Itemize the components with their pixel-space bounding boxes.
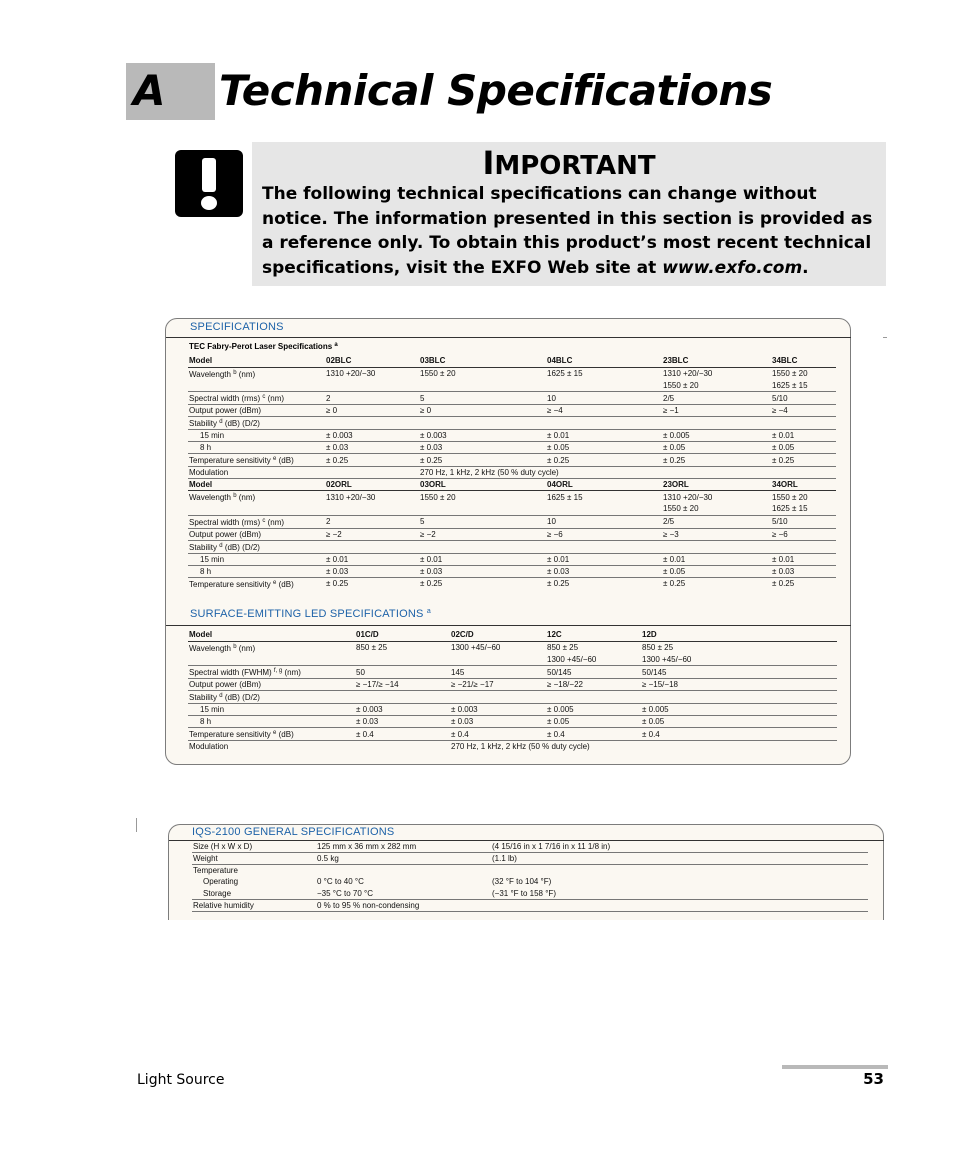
specifications-title: SPECIFICATIONS [190,321,284,333]
led-spec-table [188,629,837,753]
table-row: Temperature sensitivity $^e$ (dB) ± 0.25 ± 0.25 ± 0.25 ± 0.25 ± 0.25 [188,454,836,467]
table-row: Output power (dBm) ≥ −17/≥ −14 ≥ −21/≥ −17 ≥ −18/−22 ≥ −15/−18 [188,679,837,691]
table-row: 8 h ± 0.03 ± 0.03 ± 0.03 ± 0.05 ± 0.03 [188,565,836,577]
section-rule [166,337,851,338]
table-row: Stability $^d$ (dB) (D/2) [188,691,837,704]
table-row: Spectral width (rms) $^c$ (nm) 2 5 10 2/5 5/10 [188,515,836,528]
exclamation-icon [175,150,243,217]
table-row: 8 h ± 0.03 ± 0.03 ± 0.05 ± 0.05 [188,716,837,728]
blc-spec-table [188,355,836,590]
chapter-letter: A [133,66,166,115]
table-row: Output power (dBm) ≥ 0 ≥ 0 ≥ −4 ≥ −1 ≥ −4 [188,405,836,417]
table-row: 1300 +45/−60 1300 +45/−60 [188,654,837,666]
section-rule [166,625,851,626]
table-row: 15 min ± 0.003 ± 0.003 ± 0.005 ± 0.005 [188,704,837,716]
table-row: Weight 0.5 kg (1.1 lb) [192,853,868,865]
table-row: Model 02BLC 03BLC 04BLC 23BLC 34BLC [188,355,836,367]
change-bar [136,818,137,832]
footer-section-name: Light Source [137,1072,225,1088]
table-row: Relative humidity 0 % to 95 % non-condensing [192,899,868,911]
general-specifications-title: IQS-2100 GENERAL SPECIFICATIONS [192,826,395,838]
table-row: Stability $^d$ (dB) (D/2) [188,417,836,430]
table-row: 1550 ± 20 1625 ± 15 [188,503,836,515]
table-row: Model 02ORL 03ORL 04ORL 23ORL 34ORL [188,479,836,491]
table-row: Size (H x W x D) 125 mm x 36 mm x 282 mm (4 15/16 in x 1 7/16 in x 11 1/8 in) [192,841,868,853]
table-row: Temperature sensitivity $^e$ (dB) ± 0.4 ± 0.4 ± 0.4 ± 0.4 [188,728,837,741]
table-row: Modulation 270 Hz, 1 kHz, 2 kHz (50 % duty cycle) [188,467,836,479]
tec-laser-title: TEC Fabry-Perot Laser Specifications $^a$ [189,342,338,351]
table-row: Model 01C/D 02C/D 12C 12D [188,629,837,641]
table-row: Storage −35 °C to 70 °C (−31 °F to 158 °F) [192,888,868,900]
general-spec-table [192,841,868,912]
margin-mark [883,337,887,338]
table-row: Temperature sensitivity $^e$ (dB) ± 0.25 ± 0.25 ± 0.25 ± 0.25 ± 0.25 [189,579,795,589]
footer-bar [782,1065,888,1069]
page-number: 53 [863,1070,884,1088]
important-heading: IMPORTANT [482,144,656,182]
table-row: Spectral width (rms) $^c$ (nm) 2 5 10 2/5 5/10 [188,392,836,405]
exfo-website-link: www.exfo.com [662,257,803,278]
table-row: 1550 ± 20 1625 ± 15 [188,380,836,392]
table-row: 15 min ± 0.003 ± 0.003 ± 0.01 ± 0.005 ± 0.01 [188,430,836,442]
important-text: The following technical specifications can change without notice. The information presented in this section is provided as a reference only. To obtain this product’s most recent technical specifications, visit the EXFO Web site at www.exfo.com. [262,184,873,278]
table-row: Output power (dBm) ≥ −2 ≥ −2 ≥ −6 ≥ −3 ≥ −6 [188,528,836,540]
general-specifications-panel [168,824,884,920]
table-row: Spectral width (FWHM) $^{f, g}$ (nm) 50 145 50/145 50/145 [188,666,837,679]
important-notice [252,142,886,286]
table-row: 15 min ± 0.01 ± 0.01 ± 0.01 ± 0.01 ± 0.01 [188,553,836,565]
table-row: Operating 0 °C to 40 °C (32 °F to 104 °F) [203,877,552,887]
table-row: Wavelength $^b$ (nm) 1310 +20/−30 1550 ± 20 1625 ± 15 1310 +20/−30 1550 ± 20 [189,369,808,379]
table-row: Modulation 270 Hz, 1 kHz, 2 kHz (50 % duty cycle) [189,742,590,752]
table-row: Wavelength $^b$ (nm) 850 ± 25 1300 +45/−60 850 ± 25 850 ± 25 [189,643,674,653]
table-row: Stability $^d$ (dB) (D/2) [188,540,836,553]
led-specifications-title: SURFACE-EMITTING LED SPECIFICATIONS $^a$ [190,608,431,620]
page-title: Technical Specifications [219,66,773,115]
table-row: Temperature [193,866,238,875]
table-row: 8 h ± 0.03 ± 0.03 ± 0.05 ± 0.05 ± 0.05 [188,442,836,454]
specifications-panel [165,318,851,765]
table-row: Wavelength $^b$ (nm) 1310 +20/−30 1550 ± 20 1625 ± 15 1310 +20/−30 1550 ± 20 [189,492,808,502]
